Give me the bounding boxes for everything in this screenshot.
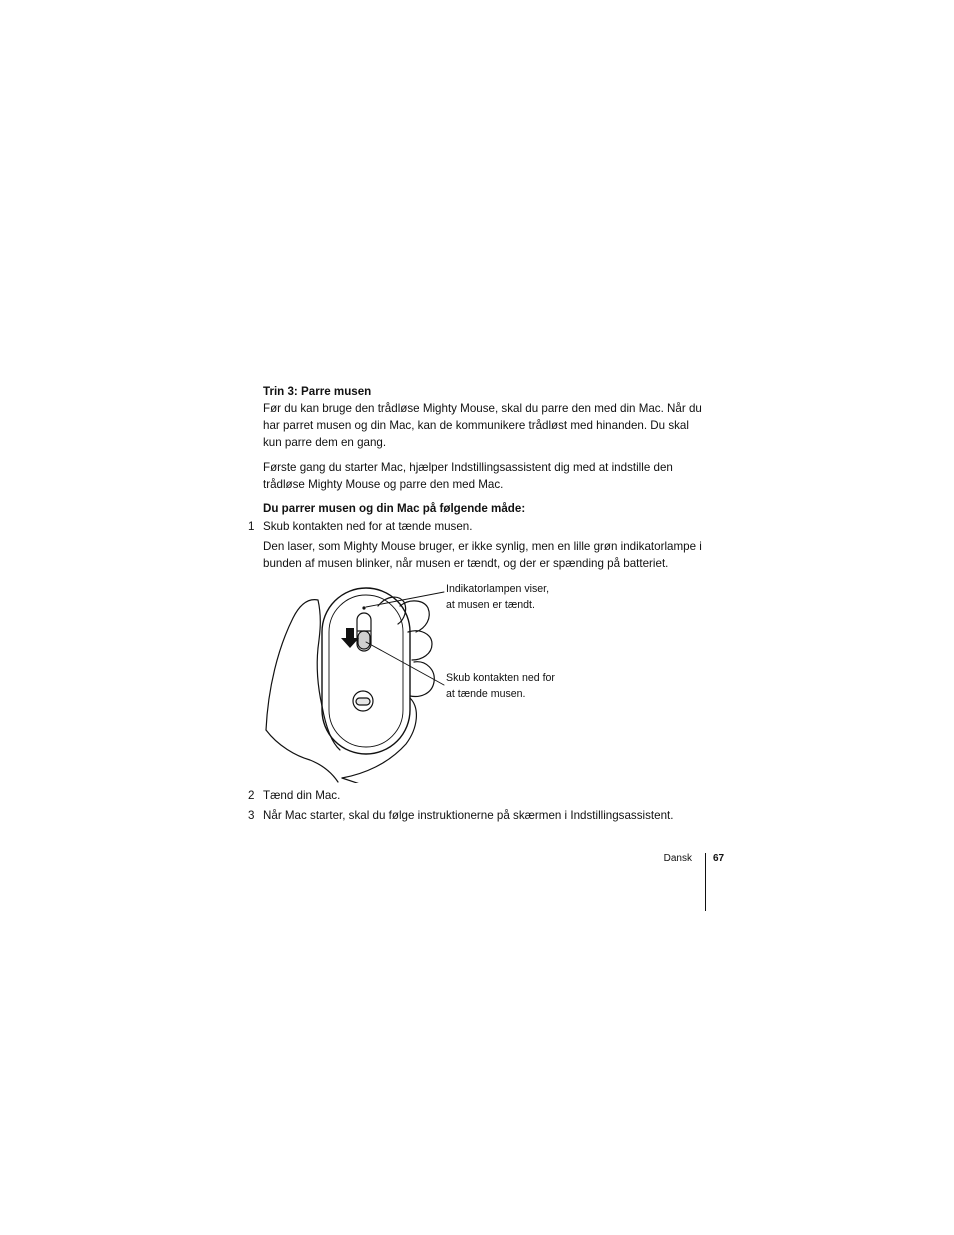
callout-power-switch: [446, 671, 586, 702]
text-line: bunden af musen blinker, når musen er tændt, og der er spænding på batteriet.: [263, 557, 669, 570]
text-line: Før du kan bruge den trådløse Mighty Mouse, skal du parre den med din Mac. Når du: [263, 402, 702, 415]
text-line: Første gang du starter Mac, hjælper Indstillingsassistent dig med at indstille den: [263, 461, 673, 474]
callout-line: at tænde musen.: [446, 687, 526, 700]
callout-line: Skub kontakten ned for: [446, 672, 555, 684]
text-line: Den laser, som Mighty Mouse bruger, er ikke synlig, men en lille grøn indikatorlampe i: [263, 540, 702, 553]
step-text: Tænd din Mac.: [263, 789, 341, 802]
callout-line: at musen er tændt.: [446, 598, 535, 611]
procedure-heading: Du parrer musen og din Mac på følgende måde:: [263, 502, 526, 515]
footer-language: Dansk: [663, 853, 692, 864]
footer-divider: [705, 853, 706, 911]
section-title: Trin 3: Parre musen: [263, 385, 372, 398]
step-text: Skub kontakten ned for at tænde musen.: [263, 520, 473, 533]
step-number: 1: [248, 520, 255, 533]
step-number: 2: [248, 789, 255, 802]
text-line: har parret musen og din Mac, kan de kommunikere trådløst med hinanden. Du skal: [263, 419, 689, 432]
step-number: 3: [248, 809, 255, 822]
setup-assistant-paragraph: [263, 459, 703, 493]
callout-indicator-light: [446, 582, 586, 613]
step-detail-paragraph: [263, 538, 703, 572]
text-line: trådløse Mighty Mouse og parre den med Mac.: [263, 478, 504, 491]
step-text: Når Mac starter, skal du følge instruktionerne på skærmen i Indstillingsassistent.: [263, 809, 674, 822]
text-line: kun parre dem en gang.: [263, 436, 387, 449]
intro-paragraph: [263, 400, 703, 451]
page-number: 67: [713, 853, 725, 864]
callout-line: Indikatorlampen viser,: [446, 583, 550, 595]
